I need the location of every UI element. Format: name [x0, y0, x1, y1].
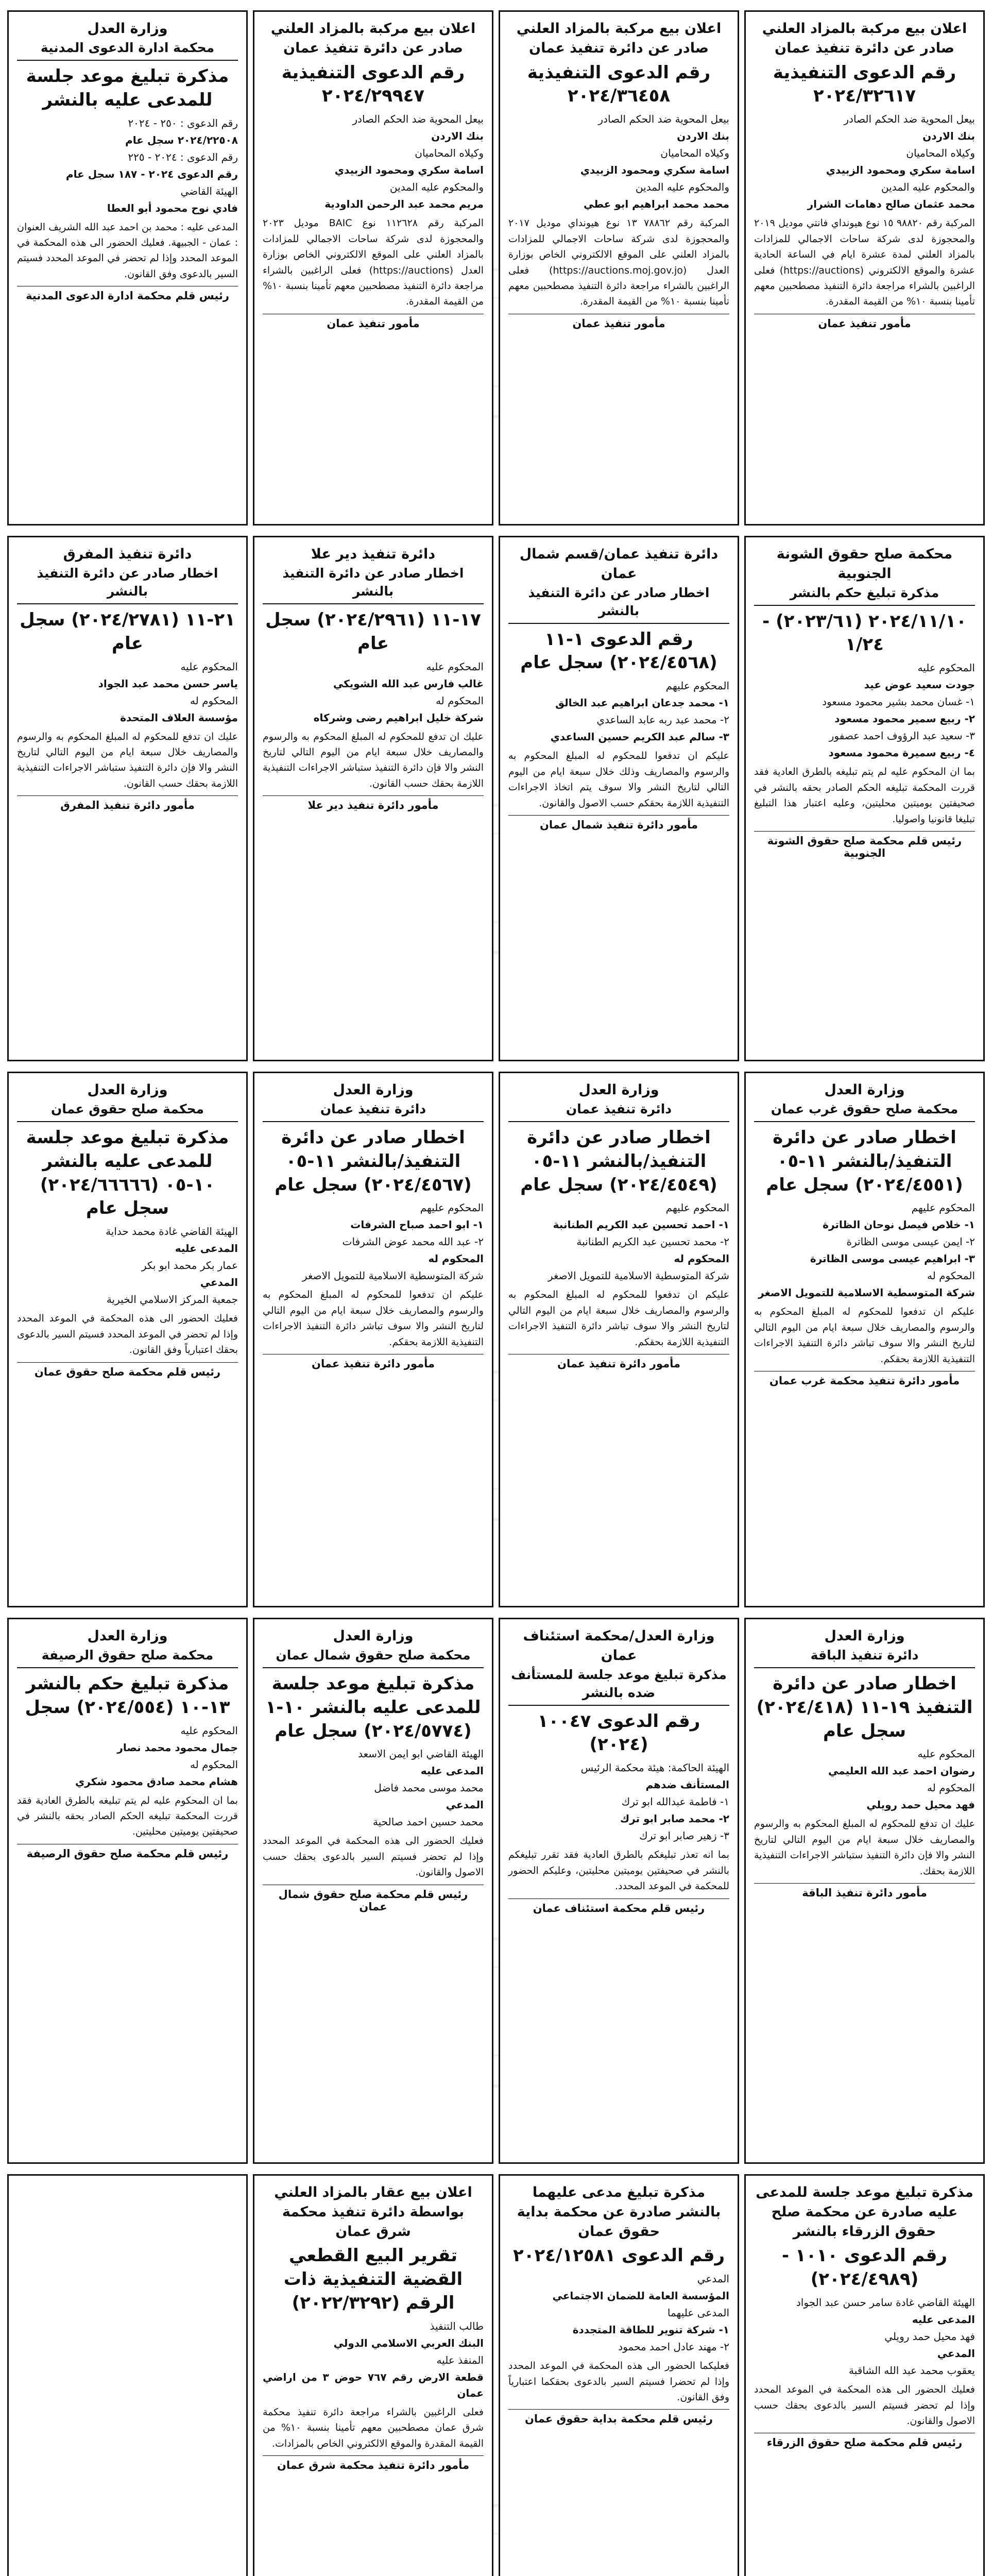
notice-subheading: اخطار صادر عن دائرة التنفيذ بالنشر [263, 564, 484, 604]
notice-line: فهد محيل حمد رويلي [884, 2330, 975, 2343]
notice-body: المركبة رقم ٧٨٨٦٢ ١٣ نوع هيونداي موديل ٢٠١٧ والمحجوزة لدى شركة ساحات الاجمالي للمزادات بالمزاد العلني على الموقع الالكتروني الخاص بوزارة العدل (https://auctions.moj.gov.jo) فعلى الراغبين بالشراء مراجعة دائرة التنفيذ مصطحبين معهم تأمينا بنسبة ١٠% من القيمة المقدرة. [508, 217, 729, 308]
notice-signature: رئيس قلم محكمة ادارة الدعوى المدنية [17, 286, 238, 302]
notice-heading: دائرة تنفيذ المفرق [63, 546, 192, 562]
notice-line: رقم الدعوى ٢٠٢٤ - ١٨٧ سجل عام [65, 167, 238, 180]
notice-line: الهيئة الحاكمة: هيئة محكمة الرئيس [580, 1761, 729, 1774]
notice-line: يعقوب محمد عبد الله الشاقبة [849, 2364, 975, 2377]
notice-line: المحكوم عليه [917, 1748, 975, 1760]
legal-notice [253, 10, 493, 526]
legal-notice [7, 2174, 248, 2576]
notice-line: وكيلاه المحاميان [415, 147, 484, 160]
notice-line: محمد حسين احمد صالحية [372, 1816, 484, 1828]
notice-signature: رئيس قلم محكمة استئناف عمان [508, 1899, 729, 1914]
legal-notice [499, 536, 739, 1061]
legal-notice [253, 536, 493, 1061]
notice-line: ٢٠٢٤/٢٢٥٠٨ سجل عام [125, 133, 238, 146]
notice-signature: رئيس قلم محكمة صلح حقوق شمال عمان [263, 1885, 484, 1913]
notice-row [7, 536, 985, 1061]
notice-subheading: محكمة ادارة الدعوى المدنية [17, 39, 238, 61]
legal-notice [744, 1618, 985, 2164]
notice-line: ١- شركة تنوير للطاقة المتجددة [572, 2324, 729, 2336]
notice-line: المدعى عليه [912, 2313, 975, 2326]
notice-signature: رئيس قلم محكمة صلح حقوق الزرقاء [754, 2433, 975, 2449]
notice-line: ١- محمد جدعان ابراهيم عبد الخالق [555, 697, 729, 709]
legal-notice [253, 2174, 493, 2576]
notice-line: بيعل المحوية ضد الحكم الصادر [598, 113, 729, 126]
notice-line: المدعي [697, 2273, 729, 2285]
notice-line: جمال محمود محمد نصار [117, 1741, 238, 1754]
notice-line: فادي نوح محمود أبو العطا [107, 201, 238, 214]
case-number: مذكرة تبليغ موعد جلسة للمدعى عليه بالنشر ١٠-٠٥ (٢٠٢٤/٦٦٦٦٦) سجل عام [26, 1127, 229, 1219]
notice-line: ٢- محمد عبد ربه عابد الساعدي [596, 714, 729, 726]
notice-line: ٣- سعيد عبد الرؤوف احمد عصفور [829, 730, 975, 742]
notice-subheading: اخطار صادر عن دائرة التنفيذ بالنشر [17, 564, 238, 604]
notice-heading: مذكرة تبليغ موعد جلسة للمدعى عليه صادرة عن محكمة صلح حقوق الزرقاء بالنشر [756, 2184, 973, 2240]
notice-heading: وزارة العدل/محكمة استئناف عمان [523, 1628, 715, 1664]
legal-notice [499, 1618, 739, 2164]
notice-line: المحكوم عليهم [665, 1201, 729, 1214]
notice-heading: اعلان بيع عقار بالمزاد العلني بواسطة دائرة تنفيذ محكمة شرق عمان [274, 2184, 472, 2240]
notice-signature: رئيس قلم محكمة صلح حقوق عمان [17, 1362, 238, 1378]
case-number: رقم الدعوى ١٠١٠ - (٢٠٢٤/٤٩٨٩) [782, 2245, 947, 2290]
notice-line: بنك الاردن [677, 130, 729, 143]
notice-heading: مذكرة تبليغ مدعى عليهما بالنشر صادرة عن محكمة بداية حقوق عمان [517, 2184, 721, 2240]
notice-heading: وزارة العدل [333, 1628, 414, 1644]
notice-line: المحكوم عليه [426, 660, 484, 673]
notice-line: وكيلاه المحاميان [660, 147, 729, 160]
notice-line: ٢- محمد صابر ابو ترك [620, 1812, 729, 1825]
notice-line: ٣- ابراهيم عيسى موسى الظاترة [810, 1252, 975, 1265]
notice-body: فعليك الحضور الى هذه المحكمة في الموعد المحدد وإذا لم تحضر فسيتم السير بالدعوى بحقك حسب الاصول والقانون. [754, 2384, 975, 2427]
notice-signature: مأمور دائرة تنفيذ الباقة [754, 1883, 975, 1899]
notice-line: ١- خلاص فيصل نوحان الظاترة [823, 1218, 975, 1231]
notice-body: فعليك الحضور الى هذه المحكمة في الموعد المحدد وإذا لم تحضر في الموعد المحدد فسيتم السير بالدعوى بحقك اعتبارياً وفق القانون. [17, 1313, 238, 1356]
notice-line: فهد محيل حمد رويلي [866, 1799, 975, 1811]
notice-body: المركبة رقم ١١٢٦٢٨ نوع BAIC موديل ٢٠٢٣ والمحجوزة لدى شركة ساحات الاجمالي للمزادات بالمزاد العلني على الموقع الالكتروني الخاص بوزارة العدل (https://auctions) فعلى الراغبين بالشراء مراجعة دائرة التنفيذ مصطحبين معهم تأمينا بنسبة ١٠% من القيمة المقدرة. [263, 217, 484, 308]
notice-line: اسامة سكري ومحمود الزبيدي [826, 164, 975, 177]
notice-signature: مأمور دائرة تنفيذ عمان [263, 1354, 484, 1370]
case-number: رقم الدعوى التنفيذية ٢٠٢٤/٣٢٦١٧ [773, 62, 956, 107]
notice-line: ٤- ربيع سميرة محمود مسعود [828, 747, 975, 759]
case-number: اخطار صادر عن دائرة التنفيذ/بالنشر ١١-٠٥ (٢٠٢٤/٤٥٤٩) سجل عام [520, 1127, 717, 1195]
notice-line: هشام محمد صادق محمود شكري [75, 1775, 238, 1788]
notice-line: شركة المتوسطية الاسلامية للتمويل الاصغر [758, 1286, 975, 1299]
legal-notice [7, 10, 248, 526]
notice-line: رضوان احمد عبد الله العليمي [828, 1765, 975, 1777]
notice-line: المدعي [446, 1799, 484, 1811]
notice-signature: مأمور دائرة تنفيذ محكمة شرق عمان [263, 2455, 484, 2471]
notice-heading: وزارة العدل [87, 21, 168, 37]
notice-row [7, 10, 985, 526]
notice-line: المحكوم له [674, 1252, 729, 1265]
notice-line: قطعة الارض رقم ٧٦٧ حوض ٣ من اراضي عمان [263, 2371, 484, 2400]
notice-line: ١- احمد تحسين عبد الكريم الطنانبة [553, 1218, 729, 1231]
case-number: مذكرة تبليغ موعد جلسة للمدعى عليه بالنشر [26, 65, 229, 110]
notice-line: مؤسسة العلاف المتحدة [120, 711, 238, 724]
notice-subheading: مذكرة تبليغ حكم بالنشر [754, 584, 975, 606]
case-number: رقم الدعوى التنفيذية ٢٠٢٤/٣٦٤٥٨ [527, 62, 711, 107]
notice-line: ٢- عبد الله محمد عوض الشرفات [342, 1235, 484, 1248]
notice-heading: دائرة تنفيذ عمان/قسم شمال عمان [519, 546, 719, 582]
case-number: ٢١-١١ (٢٠٢٤/٢٧٨١) سجل عام [20, 609, 235, 654]
case-number: اخطار صادر عن دائرة التنفيذ/بالنشر ١١-٠٥ (٢٠٢٤/٤٥٥١) سجل عام [766, 1127, 963, 1195]
notice-line: محمد موسى محمد فاضل [374, 1782, 484, 1794]
notice-line: ١- ابو احمد صباح الشرفات [350, 1218, 484, 1231]
notice-line: بيعل المحوية ضد الحكم الصادر [844, 113, 975, 126]
notice-heading: دائرة تنفيذ دير علا [311, 546, 436, 562]
notice-line: البنك العربي الاسلامي الدولي [333, 2337, 484, 2350]
legal-notice [744, 10, 985, 526]
notice-line: بنك الاردن [922, 130, 975, 143]
notice-line: المحكوم عليه [180, 660, 238, 673]
notice-line: عمار بكر محمد ابو بكر [141, 1259, 238, 1272]
notice-body: عليك ان تدفع للمحكوم له المبلغ المحكوم به والرسوم والمصاريف خلال سبعة ايام من اليوم التالي لتاريخ النشر والا فإن دائرة التنفيذ ستباشر الاجراءات التنفيذية اللازمة بحقك. [754, 1818, 975, 1877]
notice-line: ١- فاطمة عبدالله ابو ترك [621, 1795, 729, 1808]
notice-line: محمد عثمان صالح دهامات الشرار [807, 198, 975, 211]
case-number: رقم الدعوى ٢٠٢٤/١٢٥٨١ [512, 2245, 725, 2266]
notice-line: الهيئة القاضي غادة محمد حداية [106, 1225, 238, 1238]
notice-line: رقم الدعوى : ٢٠٢٤ - ٢٢٥ [128, 150, 238, 163]
legal-notice [744, 536, 985, 1061]
notice-body: المدعى عليه : محمد بن احمد عبد الله الشريف العنوان : عمان - الجبيهة. فعليك الحضور الى هذه المحكمة في الموعد المحدد وإذا لم تحضر في الموعد المحدد فسيتم السير بالدعوى وفق القانون. [17, 221, 238, 280]
notice-line: المحكوم عليهم [420, 1201, 484, 1214]
notice-line: جمعية المركز الاسلامي الخيرية [106, 1293, 238, 1306]
legal-notice [253, 1618, 493, 2164]
notice-heading: وزارة العدل [87, 1628, 168, 1644]
case-number: اخطار صادر عن دائرة التنفيذ/بالنشر ١١-٠٥ (٢٠٢٤/٤٥٦٧) سجل عام [275, 1127, 472, 1195]
notice-line: ياسر حسن محمد عبد الجواد [98, 677, 238, 690]
legal-notice [253, 1072, 493, 1607]
notice-subheading: دائرة تنفيذ عمان [263, 1100, 484, 1122]
case-number: اخطار صادر عن دائرة التنفيذ ١٩-١١ (٢٠٢٤/٤١٨) سجل عام [756, 1673, 973, 1741]
notice-signature: رئيس قلم محكمة صلح حقوق الشونة الجنوبية [754, 831, 975, 859]
notice-body: عليك ان تدفع للمحكوم له المبلغ المحكوم به والرسوم والمصاريف خلال سبعة ايام من اليوم التالي لتاريخ النشر والا فإن دائرة التنفيذ ستباشر الاجراءات التنفيذية اللازمة بحقك حسب القانون. [263, 731, 484, 789]
notice-line: ٢- ربيع سمير محمود مسعود [834, 713, 975, 725]
notice-heading: وزارة العدل [824, 1082, 905, 1098]
notice-line: المحكوم عليه [917, 662, 975, 674]
case-number: رقم الدعوى ١٠٠٤٧ (٢٠٢٤) [537, 1710, 700, 1755]
notice-heading: وزارة العدل [824, 1628, 905, 1644]
notice-line: مريم محمد عبد الرحمن الداودية [324, 198, 484, 211]
notice-line: والمحكوم عليه المدين [881, 181, 975, 194]
notice-body: عليكم ان تدفعوا للمحكوم له المبلغ المحكوم به والرسوم والمصاريف وذلك خلال سبعة ايام من اليوم التالي لتاريخ النشر والا سوف يتم اتخاذ الاجراءات التنفيذية اللازمة بحقكم حسب الاصول والقانون. [508, 750, 729, 809]
legal-notice [499, 10, 739, 526]
notice-subheading: محكمة صلح حقوق الرصيفة [17, 1646, 238, 1668]
notice-line: المحكوم عليهم [665, 680, 729, 692]
notice-line: المحكوم له [927, 1782, 975, 1794]
notice-heading: اعلان بيع مركبة بالمزاد العلني صادر عن دائرة تنفيذ عمان [762, 21, 967, 56]
notice-line: رقم الدعوى : ٢٥٠ - ٢٠٢٤ [128, 116, 238, 129]
notice-line: ٢- ايمن عيسى موسى الظاترة [846, 1235, 975, 1248]
notice-signature: مأمور دائرة تنفيذ دير علا [263, 795, 484, 811]
notice-body: بما ان المحكوم عليه لم يتم تبليغه بالطرق العادية فقد قررت المحكمة تبليغه الحكم الصادر بحقه بالنشر في صحيفتين يوميتين محليتين. [17, 1794, 238, 1838]
notice-line: ١- غسان محمد بشير محمود مسعود [822, 696, 975, 708]
notice-line: المدعي [937, 2347, 975, 2360]
notice-line: شركة خليل ابراهيم رضى وشركاه [313, 711, 484, 724]
notice-heading: اعلان بيع مركبة بالمزاد العلني صادر عن دائرة تنفيذ عمان [516, 21, 722, 56]
notice-line: ٢- محمد تحسين عبد الكريم الطنانبة [576, 1235, 729, 1248]
notice-line: اسامة سكري ومحمود الزبيدي [580, 164, 729, 177]
notice-body: بما ان المحكوم عليه لم يتم تبليغه بالطرق العادية فقد قررت المحكمة تبليغه الحكم الصادر بحقه بالنشر في صحيفتين يوميتين محليتين، وعليه اعتبار هذا التبليغ تبليغا قانونيا واصوليا. [754, 766, 975, 825]
notice-line: المدعى عليهما [667, 2307, 729, 2319]
notice-line: اسامة سكري ومحمود الزبيدي [334, 164, 484, 177]
notice-body: المركبة رقم ٩٨٨٢٠ ١٥ نوع هيونداي فانتي موديل ٢٠١٩ والمحجوزة لدى شركة ساحات الاجمالي للمزادات بالمزاد العلني لمدة عشرة ايام في الساعة الحادية عشرة والموقع الالكتروني (https://auctions) فعلى الراغبين بالشراء مراجعة دائرة التنفيذ مصطحبين معهم تأمينا بنسبة ١٠% من القيمة المقدرة. [754, 217, 976, 308]
notice-body: بما انه تعذر تبليغكم بالطرق العادية فقد تقرر تبليغكم بالنشر في صحيفتين يوميتين محليتين، وعليكم الحضور للمحكمة في الموعد المحدد. [508, 1849, 729, 1892]
notice-body: عليكم ان تدفعوا للمحكوم له المبلغ المحكوم به والرسوم والمصاريف خلال سبعة ايام من اليوم التالي لتاريخ النشر والا سوف تباشر دائرة التنفيذ الاجراءات التنفيذية اللازمة بحقكم. [508, 1289, 729, 1348]
notice-line: وكيلاه المحاميان [906, 147, 975, 160]
notice-subheading: محكمة صلح حقوق عمان [17, 1100, 238, 1122]
notice-line: المستأنف ضدهم [645, 1778, 729, 1791]
case-number: رقم الدعوى التنفيذية ٢٠٢٤/٢٩٩٤٧ [281, 62, 465, 107]
case-number: مذكرة تبليغ موعد جلسة للمدعى عليه بالنشر ١٠-١ (٢٠٢٤/٥٧٧٤) سجل عام [265, 1673, 481, 1741]
notice-line: ٣- سالم عبد الكريم حسين الساعدي [550, 731, 729, 743]
notice-subheading: محكمة صلح حقوق شمال عمان [263, 1646, 484, 1668]
legal-notice [7, 536, 248, 1061]
notice-line: المحكوم عليه [180, 1724, 238, 1737]
notice-line: المحكوم له [927, 1269, 975, 1282]
notice-line: والمحكوم عليه المدين [635, 181, 729, 194]
notice-line: المدعي [200, 1276, 238, 1289]
notice-line: المحكوم له [190, 694, 238, 707]
notice-subheading: دائرة تنفيذ الباقة [754, 1646, 975, 1668]
legal-notice [744, 1072, 985, 1607]
notice-line: ٣- زهير صابر ابو ترك [639, 1829, 729, 1842]
notice-row [7, 1618, 985, 2164]
notice-line: المحكوم له [435, 694, 484, 707]
notice-subheading: اخطار صادر عن دائرة التنفيذ بالنشر [508, 584, 729, 624]
notice-signature: مأمور تنفيذ عمان [754, 314, 975, 330]
notice-signature: مأمور دائرة تنفيذ عمان [508, 1354, 729, 1370]
notice-heading: وزارة العدل [87, 1082, 168, 1098]
case-number: مذكرة تبليغ حكم بالنشر ١٣-١٠ (٢٠٢٤/٥٥٤) سجل [25, 1673, 230, 1718]
notice-line: والمحكوم عليه المدين [389, 181, 484, 194]
case-number: تقرير البيع القطعي القضية التنفيذية ذات الرقم (٢٠٢٢/٣٢٩٢) [283, 2245, 463, 2314]
notice-heading: وزارة العدل [578, 1082, 659, 1098]
notice-signature: مأمور دائرة تنفيذ المفرق [17, 795, 238, 811]
notice-heading: محكمة صلح حقوق الشونة الجنوبية [776, 546, 953, 582]
notice-signature: مأمور دائرة تنفيذ محكمة غرب عمان [754, 1371, 975, 1387]
notice-signature: رئيس قلم محكمة صلح حقوق الرصيفة [17, 1844, 238, 1860]
notice-line: جودت سعيد عوض عيد [864, 679, 975, 691]
notice-line: شركة المتوسطية الاسلامية للتمويل الاصغر [548, 1269, 729, 1282]
notice-line: غالب فارس عبد الله الشويكي [333, 677, 484, 690]
notice-body: عليكم ان تدفعوا للمحكوم له المبلغ المحكوم به والرسوم والمصاريف خلال سبعة ايام من اليوم التالي لتاريخ النشر والا سوف تباشر دائرة التنفيذ الاجراءات التنفيذية اللازمة بحقكم. [263, 1289, 484, 1348]
notice-line: طالب التنفيذ [430, 2320, 484, 2333]
notice-line: شركة المتوسطية الاسلامية للتمويل الاصغر [302, 1269, 484, 1282]
legal-notice [744, 2174, 985, 2576]
notice-line: المحكوم له [190, 1758, 238, 1771]
notice-line: الهيئة القاضي غادة سامر حسن عبد الجواد [796, 2296, 975, 2309]
notice-heading: وزارة العدل [333, 1082, 414, 1098]
notice-body: عليكم ان تدفعوا للمحكوم له المبلغ المحكوم به والرسوم والمصاريف خلال سبعة ايام من اليوم التالي لتاريخ النشر والا سوف تباشر دائرة التنفيذ الاجراءات التنفيذية اللازمة بحقكم. [754, 1306, 975, 1365]
notice-line: المدعى عليه [175, 1242, 238, 1255]
notice-body: عليك ان تدفع للمحكوم له المبلغ المحكوم به والرسوم والمصاريف خلال سبعة ايام من اليوم التالي لتاريخ النشر والا فإن دائرة التنفيذ ستباشر الاجراءات التنفيذية اللازمة بحقك حسب القانون. [17, 731, 238, 789]
legal-notice [7, 1072, 248, 1607]
notice-line: محمد محمد ابراهيم ابو عطي [583, 198, 729, 211]
notice-signature: رئيس قلم محكمة بداية حقوق عمان [508, 2409, 729, 2425]
notice-line: المدعى عليه [420, 1765, 484, 1777]
notice-body: فعليكما الحضور الى هذه المحكمة في الموعد المحدد وإذا لم تحضرا فسيتم السير بالدعوى بحقكما اعتبارياً وفق القانون. [508, 2360, 729, 2403]
legal-notice [7, 1618, 248, 2164]
notice-line: المنفذ عليه [436, 2354, 484, 2367]
case-number: ١٧-١١ (٢٠٢٤/٢٩٦١) سجل عام [265, 609, 481, 654]
legal-notice [499, 1072, 739, 1607]
notice-heading: اعلان بيع مركبة بالمزاد العلني صادر عن دائرة تنفيذ عمان [270, 21, 476, 56]
case-number: رقم الدعوى ١-١١ (٢٠٢٤/٤٥٦٨) سجل عام [520, 629, 717, 673]
notice-line: الهيئة القاضي [180, 184, 238, 197]
notice-line: المحكوم له [428, 1252, 484, 1265]
notice-row [7, 1072, 985, 1607]
legal-notice [499, 2174, 739, 2576]
notice-signature: مأمور دائرة تنفيذ شمال عمان [508, 815, 729, 831]
notice-line: الهيئة القاضي ابو ايمن الاسعد [358, 1748, 484, 1760]
notice-line: ٢- مهند عادل احمد محمود [618, 2341, 729, 2353]
notice-row [7, 2174, 985, 2576]
notice-line: بيعل المحوية ضد الحكم الصادر [352, 113, 484, 126]
notice-subheading: دائرة تنفيذ عمان [508, 1100, 729, 1122]
notice-subheading: مذكرة تبليغ موعد جلسة للمستأنف ضده بالنشر [508, 1666, 729, 1706]
notice-line: بنك الاردن [431, 130, 484, 143]
notice-subheading: محكمة صلح حقوق غرب عمان [754, 1100, 975, 1122]
case-number: ٢٠٢٤/١١/١٠ (٢٠٢٣/٦١) - ١/٢٤ [762, 611, 967, 655]
notice-line: المؤسسة العامة للضمان الاجتماعي [552, 2290, 729, 2302]
notice-body: فعلى الراغبين بالشراء مراجعة دائرة تنفيذ محكمة شرق عمان مصطحبين معهم تأمينا بنسبة ١٠% من القيمة المقدرة والموقع الالكتروني الخاص بالمزادات. [263, 2406, 484, 2449]
notice-signature: مأمور تنفيذ عمان [508, 314, 729, 330]
notice-signature: مأمور تنفيذ عمان [263, 314, 484, 330]
notice-line: المحكوم عليهم [911, 1201, 975, 1214]
notice-body: فعليك الحضور الى هذه المحكمة في الموعد المحدد وإذا لم تحضر فسيتم السير بالدعوى بحقك حسب الاصول والقانون. [263, 1835, 484, 1878]
